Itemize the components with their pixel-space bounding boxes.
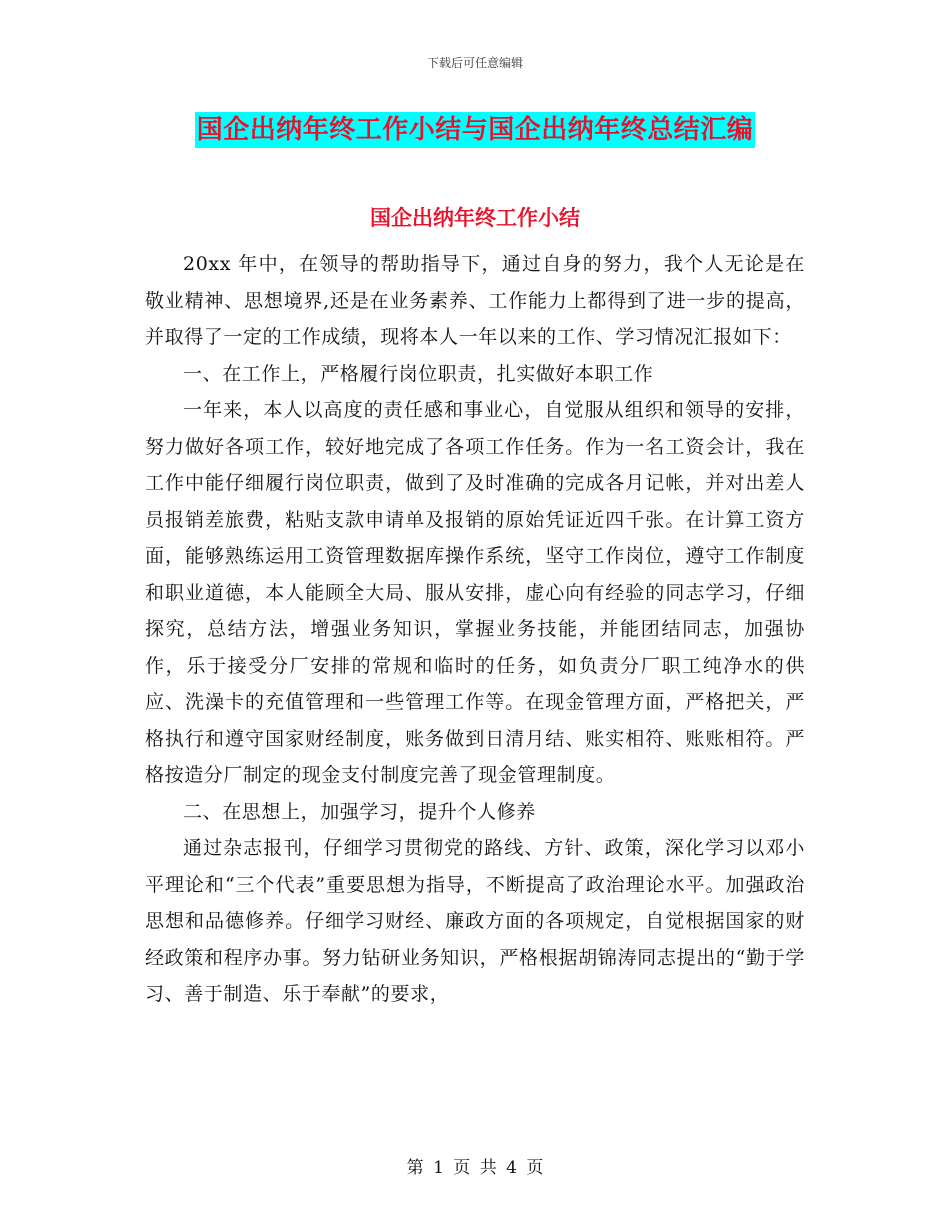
paragraph-work: 一年来，本人以高度的责任感和事业心，自觉服从组织和领导的安排，努力做好各项工作，较好地完成了各项工作任务。作为一名工资会计，我在工作中能仔细履行岗位职责，做到了及时准确的完成各月记帐，并对出差人员报销差旅费，粘贴支款申请单及报销的原始凭证近四千张。在计算工资方面，能够熟练运用工资管理数据库操作系统，坚守工作岗位，遵守工作制度和职业道德，本人能顾全大局、服从安排，虚心向有经验的同志学习，仔细探究，总结方法，增强业务知识，掌握业务技能，并能团结同志，加强协作，乐于接受分厂安排的常规和临时的任务，如负责分厂职工纯净水的供应、洗澡卡的充值管理和一些管理工作等。在现金管理方面，严格把关，严格执行和遵守国家财经制度，账务做到日清月结、账实相符、账账相符。严格按造分厂制定的现金支付制度完善了现金管理制度。 — [145, 399, 805, 786]
heading-thought: 二、在思想上，加强学习，提升个人修养 — [183, 800, 536, 823]
heading-work: 一、在工作上，严格履行岗位职责，扎实做好本职工作 — [183, 362, 654, 385]
header-note: 下载后可任意编辑 — [426, 56, 523, 70]
document-body — [145, 246, 805, 1013]
page-footer: 第 1 页 共 4 页 — [406, 1158, 544, 1178]
section-title: 国企出纳年终工作小结 — [370, 206, 580, 230]
document-title-wrap — [0, 112, 950, 148]
document-title: 国企出纳年终工作小结与国企出纳年终总结汇编 — [195, 112, 756, 148]
paragraph-thought: 通过杂志报刊，仔细学习贯彻党的路线、方针、政策，深化学习以邓小平理论和“三个代表”重要思想为指导，不断提高了政治理论水平。加强政治思想和品德修养。仔细学习财经、廉政方面的各项规定，自觉根据国家的财经政策和程序办事。努力钻研业务知识，严格根据胡锦涛同志提出的“勤于学习、善于制造、乐于奉献”的要求， — [145, 837, 805, 1005]
paragraph-intro: 20xx 年中，在领导的帮助指导下，通过自身的努力，我个人无论是在敬业精神、思想境界,还是在业务素养、工作能力上都得到了进一步的提高，并取得了一定的工作成绩，现将本人一年以来的工作、学习情况汇报如下： — [145, 253, 805, 348]
